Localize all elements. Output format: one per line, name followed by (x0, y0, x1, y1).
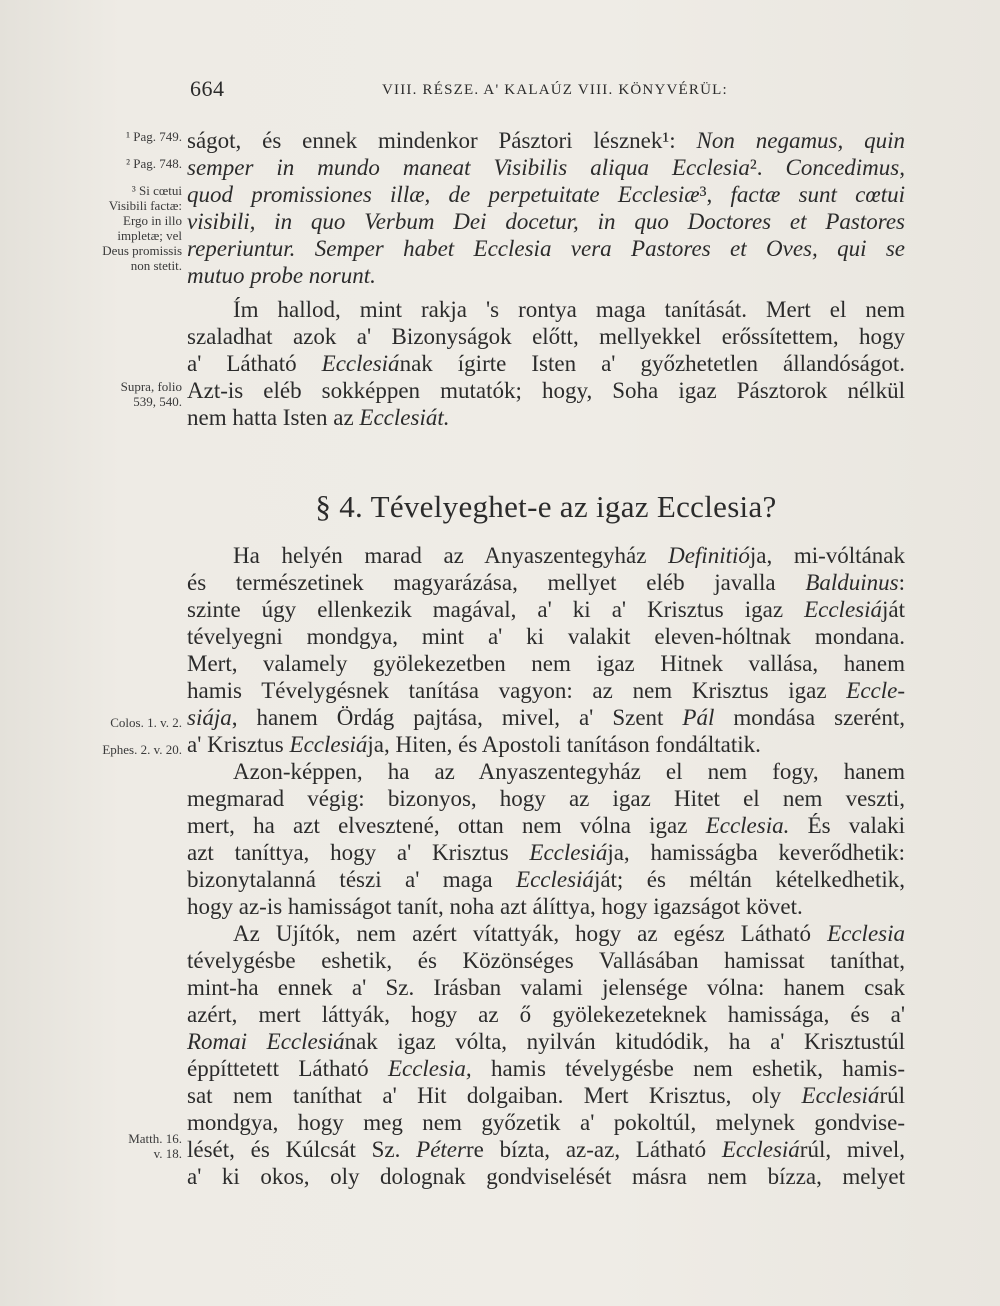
text-line (187, 595, 905, 625)
text-span: a' ki okos, oly dolognak gondviselését másra nem bízza, melyet (187, 1164, 905, 1189)
text-span: Ha helyén marad az Anyaszentegyház (233, 543, 669, 568)
text-span: szinte úgy ellenkezik magával, a' ki a' Krisztus igaz (187, 597, 805, 622)
margin-note (66, 1131, 182, 1161)
italic-text: Ecclesiát. (359, 405, 450, 430)
text-span: Ím hallod, mint rakja 's rontya maga tanítását. Mert el nem (233, 297, 905, 322)
italic-text: Concedimus, (785, 155, 905, 180)
text-line (187, 865, 905, 895)
text-span: tévelyegni mondgya, mint a' ki valakit eleven-hóltnak mondana. (187, 624, 905, 649)
text-line (187, 322, 905, 352)
margin-note-line: Supra, folio (120, 379, 182, 394)
italic-text: Ecclesiá (516, 867, 594, 892)
margin-note (66, 156, 182, 171)
text-span: mondgya, hogy meg nem győzetik a' pokoltúl, melynek gondvise- (187, 1110, 905, 1135)
margin-note (66, 129, 182, 144)
text-line (187, 261, 905, 291)
text-line (187, 180, 905, 210)
text-span: nem hatta Isten az (187, 405, 360, 430)
italic-text: siája (187, 705, 232, 730)
text-line (187, 838, 905, 868)
text-span: hamis Tévelygésnek tanítása vagyon: az nem Krisztus igaz (187, 678, 847, 703)
italic-text: Ecclesiá (721, 1137, 800, 1162)
italic-text: Ecclesiá (321, 351, 400, 376)
text-line (187, 1108, 905, 1138)
text-span: tévelygésbe eshetik, és Közönséges Vallásában hamissat taníthat, (187, 948, 905, 973)
text-span: Mert, valamely gyölekezetben nem igaz Hitnek vallása, hanem (187, 651, 905, 676)
section-title: § 4. Tévelyeghet-e az igaz Ecclesia? (315, 489, 777, 524)
text-line (187, 730, 905, 760)
text-span: a' Krisztus (187, 732, 290, 757)
text-line (187, 649, 905, 679)
text-span: ja, mi-vóltának (749, 543, 905, 568)
italic-text: Eccle- (846, 678, 905, 703)
italic-text: semper in mundo maneat Visibilis aliqua Ecclesia (187, 155, 750, 180)
text-span: sat nem taníthat a' Hit dolgaiban. Mert Krisztus, oly (187, 1083, 802, 1108)
italic-text: factæ sunt cœtui (730, 182, 905, 207)
text-span: re bízta, az-az, Látható (465, 1137, 722, 1162)
italic-text: Pál (682, 705, 715, 730)
text-span: ². (749, 155, 786, 180)
text-span: ja, Hiten, és Apostoli tanításon fondáltatik. (367, 732, 761, 757)
text-line (187, 811, 905, 841)
italic-text: Ecclesiá (289, 732, 368, 757)
running-head: VIII. RÉSZE. A' KALAÚZ VIII. KÖNYVÉRÜL: (382, 82, 728, 98)
text-span: mint-ha ennek a' Sz. Irásban valami jelensége vólna: hanem csak (187, 975, 905, 1000)
margin-note-line: Ergo in illo (123, 213, 182, 228)
italic-text: Balduinus (805, 570, 899, 595)
text-line (187, 376, 905, 406)
margin-note-line: impletæ; vel (117, 228, 182, 243)
text-line (187, 126, 905, 156)
text-line (187, 207, 905, 237)
margin-note-line: non stetit. (130, 258, 182, 273)
margin-note-line: ³ Si cœtui (131, 183, 182, 198)
text-line (187, 349, 905, 379)
text-span: ságot, és ennek mindenkor Pásztori lésznek¹: (187, 128, 697, 153)
text-span: azt taníttya, hogy a' Krisztus (187, 840, 530, 865)
text-span: szaladhat azok a' Bizonyságok előtt, mellyekkel erőssítettem, hogy (187, 324, 905, 349)
text-span: lését, és Kúlcsát Sz. (187, 1137, 417, 1162)
text-span: rúl (879, 1083, 905, 1108)
text-line (187, 622, 905, 652)
text-span: a' Látható (187, 351, 322, 376)
margin-note (66, 379, 182, 409)
text-span: Az Ujítók, nem azért vítattyák, hogy az egész Látható (233, 921, 828, 946)
text-line (187, 1135, 905, 1165)
text-line (187, 703, 905, 733)
margin-note-line: ¹ Pag. 749. (126, 129, 182, 144)
text-span: bizonytalanná tészi a' maga (187, 867, 517, 892)
margin-note (66, 742, 182, 757)
italic-text: Non negamus, quin (696, 128, 905, 153)
margin-note-line: Visibili factæ: (108, 198, 182, 213)
text-line (187, 1027, 905, 1057)
text-span: És valaki (789, 813, 905, 838)
italic-text: Ecclesiá (529, 840, 608, 865)
italic-text: Ecclesia, (387, 1056, 472, 1081)
text-line (187, 295, 905, 325)
text-span: Azon-képpen, ha az Anyaszentegyház el nem fogy, hanem (233, 759, 905, 784)
text-line (187, 892, 905, 922)
italic-text: visibili, in quo Verbum Dei docetur, in quo Doctores et Pastores (187, 209, 905, 234)
text-line (187, 1054, 905, 1084)
margin-note-line: ² Pag. 748. (126, 156, 182, 171)
italic-text: Ecclesiá (801, 1083, 880, 1108)
text-span: , hanem Ördág pajtása, mivel, a' Szent (231, 705, 683, 730)
text-line (187, 153, 905, 183)
text-span: ³, (699, 182, 731, 207)
italic-text: Ecclesiá (804, 597, 882, 622)
text-span: ját; és méltán kételkedhetik, (593, 867, 905, 892)
text-line (187, 1162, 905, 1192)
text-line (187, 1000, 905, 1030)
text-span: és természetinek magyarázása, mellyet eléb javalla (187, 570, 806, 595)
italic-text: quod promissiones illæ, de perpetuitate Ecclesiæ (187, 182, 700, 207)
margin-note (66, 183, 182, 273)
text-span: nak ígirte Isten a' győzhetetlen állandóságot. (399, 351, 905, 376)
text-span: hogy az-is hamisságot tanít, noha azt álíttya, hogy igazságot követ. (187, 894, 803, 919)
margin-note (66, 715, 182, 730)
text-line (187, 676, 905, 706)
text-line (187, 541, 905, 571)
italic-text: Romai Ecclesiá (187, 1029, 345, 1054)
margin-note-line: v. 18. (153, 1146, 182, 1161)
margin-note-line: Deus promissis (102, 243, 182, 258)
text-line (187, 403, 905, 433)
text-span: ja, hamisságba keverődhetik: (607, 840, 905, 865)
italic-text: reperiuntur. Semper habet Ecclesia vera Pastores et Oves, qui se (187, 236, 905, 261)
margin-note-line: Ephes. 2. v. 20. (102, 742, 182, 757)
text-line (187, 234, 905, 264)
text-span: hamis tévelygésbe nem eshetik, hamis- (471, 1056, 905, 1081)
text-span: éppíttetett Látható (187, 1056, 388, 1081)
italic-text: Ecclesia (827, 921, 905, 946)
text-span: mert, ha azt elvesztené, ottan nem vólna igaz (187, 813, 706, 838)
text-span: ját (882, 597, 905, 622)
text-span: Azt-is eléb sokképpen mutatók; hogy, Soha igaz Pásztorok nélkül (187, 378, 905, 403)
text-span: mondása szerént, (714, 705, 905, 730)
margin-note-line: Matth. 16. (128, 1131, 182, 1146)
italic-text: Definitió (668, 543, 750, 568)
text-span: rúl, mivel, (799, 1137, 905, 1162)
italic-text: mutuo probe norunt. (187, 263, 376, 288)
italic-text: Ecclesia. (705, 813, 790, 838)
page-number: 664 (190, 76, 225, 101)
text-line (187, 784, 905, 814)
text-line (187, 946, 905, 976)
text-span: nak igaz vólta, nyilván kitudódik, ha a' Krisztustúl (344, 1029, 905, 1054)
text-span: megmarad végig: bizonyos, hogy az igaz Hitet el nem veszti, (187, 786, 905, 811)
text-line (187, 568, 905, 598)
text-span: azért, mert láttyák, hogy az ő gyölekezeteknek hamissága, és a' (187, 1002, 905, 1027)
italic-text: Péter (416, 1137, 466, 1162)
text-line (187, 973, 905, 1003)
text-line (187, 919, 905, 949)
margin-note-line: 539, 540. (133, 394, 182, 409)
margin-note-line: Colos. 1. v. 2. (110, 715, 182, 730)
text-span: : (898, 570, 905, 595)
page-header (190, 76, 910, 102)
text-line (187, 757, 905, 787)
text-line (187, 1081, 905, 1111)
